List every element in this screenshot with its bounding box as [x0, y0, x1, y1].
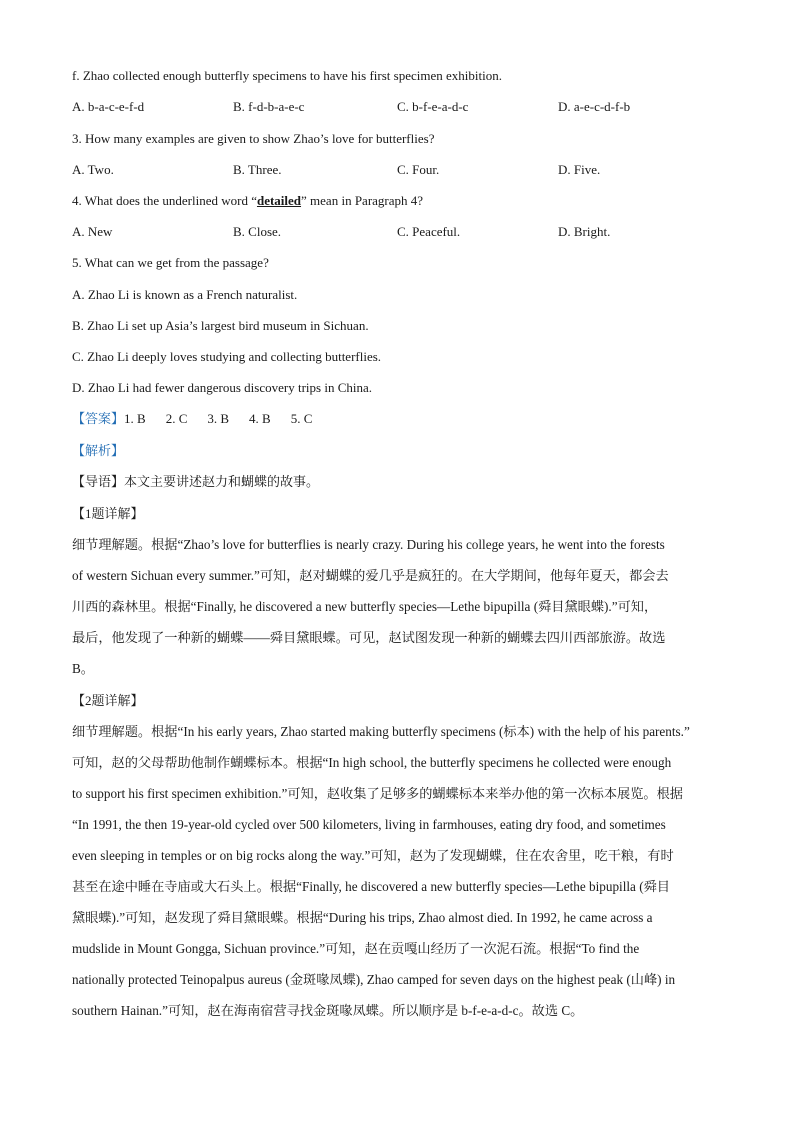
q2-option-c: C. b-f-e-a-d-c [397, 99, 469, 114]
q3-stem: 3. How many examples are given to show Zhao’s love for butterflies? [72, 131, 435, 146]
q2-line: 细节理解题。根据“In his early years, Zhao started making butterfly specimens (标本) with the help of his parents.” [72, 724, 690, 739]
q2-explanation [72, 716, 732, 1026]
q1-line: 最后，他发现了一种新的蝴蝶——舜目黛眼蝶。可见，赵试图发现一种新的蝴蝶去四川西部旅游。故选 [72, 630, 666, 645]
answer-3: 3. B [207, 411, 230, 426]
q2-line: even sleeping in temples or on big rocks along the way.”可知，赵为了发现蝴蝶，住在农舍里，吃干粮，有时 [72, 848, 674, 863]
q3-option-c: C. Four. [397, 162, 440, 177]
q4-option-a: A. New [72, 224, 113, 239]
answer-5: 5. C [290, 411, 313, 426]
q2-options [72, 99, 712, 115]
q1-line: of western Sichuan every summer.”可知，赵对蝴蝶的爱几乎是疯狂的。在大学期间，他每年夏天，都会去 [72, 568, 669, 583]
q2-line: 甚至在途中睡在寺庙或大石头上。根据“Finally, he discovered a new butterfly species—Lethe bipupilla (舜目 [72, 879, 670, 894]
q2-line: southern Hainan.”可知，赵在海南宿营寻找金斑喙凤蝶。所以顺序是 b-f-e-a-d-c。故选 C。 [72, 1003, 584, 1018]
q2-option-b: B. f-d-b-a-e-c [233, 99, 305, 114]
q2-option-d: D. a-e-c-d-f-b [558, 99, 631, 114]
q1-heading: 【1题详解】 [72, 506, 144, 521]
q5-stem: 5. What can we get from the passage? [72, 255, 269, 270]
q3-option-d: D. Five. [558, 162, 601, 177]
underlined-word: detailed [256, 193, 302, 208]
q2-line: mudslide in Mount Gongga, Sichuan province.”可知，赵在贡嘎山经历了一次泥石流。根据“To find the [72, 941, 640, 956]
q4-option-c: C. Peaceful. [397, 224, 461, 239]
analysis-label: 【解析】 [72, 443, 125, 458]
q2-line: nationally protected Teinopalpus aureus (金斑喙凤蝶), Zhao camped for seven days on the highest peak (山峰) in [72, 972, 676, 987]
q2-line: 可知，赵的父母帮助他制作蝴蝶标本。根据“In high school, the butterfly specimens he collected were enough [72, 755, 672, 770]
q4-stem [72, 193, 423, 209]
q5-option-a: A. Zhao Li is known as a French naturalist. [72, 287, 298, 302]
q3-options [72, 162, 712, 178]
q3-option-b: B. Three. [233, 162, 282, 177]
q2-line: “In 1991, the then 19-year-old cycled over 500 kilometers, living in farmhouses, eating dry food, and sometimes [72, 817, 666, 832]
q2-heading: 【2题详解】 [72, 693, 144, 708]
q4-option-b: B. Close. [233, 224, 282, 239]
answer-4: 4. B [249, 411, 271, 426]
q4-stem-post: ” mean in Paragraph 4? [301, 193, 424, 208]
q2-line: 黛眼蝶).”可知，赵发现了舜目黛眼蝶。根据“During his trips, Zhao almost died. In 1992, he came across a [72, 910, 653, 925]
q2-item-f: f. Zhao collected enough butterfly specimens to have his first specimen exhibition. [72, 68, 502, 83]
intro-line: 【导语】本文主要讲述赵力和蝴蝶的故事。 [72, 474, 320, 489]
q4-stem-pre: 4. What does the underlined word “ [72, 193, 257, 208]
q5-option-b: B. Zhao Li set up Asia’s largest bird museum in Sichuan. [72, 318, 369, 333]
answer-1: 1. B [124, 411, 146, 426]
q2-option-a: A. b-a-c-e-f-d [72, 99, 145, 114]
q1-line: 细节理解题。根据“Zhao’s love for butterflies is nearly crazy. During his college years, he went into the forests [72, 537, 665, 552]
q4-options [72, 224, 712, 240]
answer-line [72, 411, 332, 427]
q3-option-a: A. Two. [72, 162, 114, 177]
q1-explanation [72, 529, 732, 684]
q1-line: B。 [72, 661, 94, 676]
q2-line: to support his first specimen exhibition.”可知，赵收集了足够多的蝴蝶标本来举办他的第一次标本展览。根据 [72, 786, 683, 801]
q4-option-d: D. Bright. [558, 224, 611, 239]
q1-line: 川西的森林里。根据“Finally, he discovered a new butterfly species—Lethe bipupilla (舜目黛眼蝶).”可知， [72, 599, 658, 614]
answer-label: 【答案】 [72, 411, 125, 426]
q5-option-c: C. Zhao Li deeply loves studying and collecting butterflies. [72, 349, 382, 364]
answer-2: 2. C [165, 411, 188, 426]
q5-option-d: D. Zhao Li had fewer dangerous discovery trips in China. [72, 380, 373, 395]
